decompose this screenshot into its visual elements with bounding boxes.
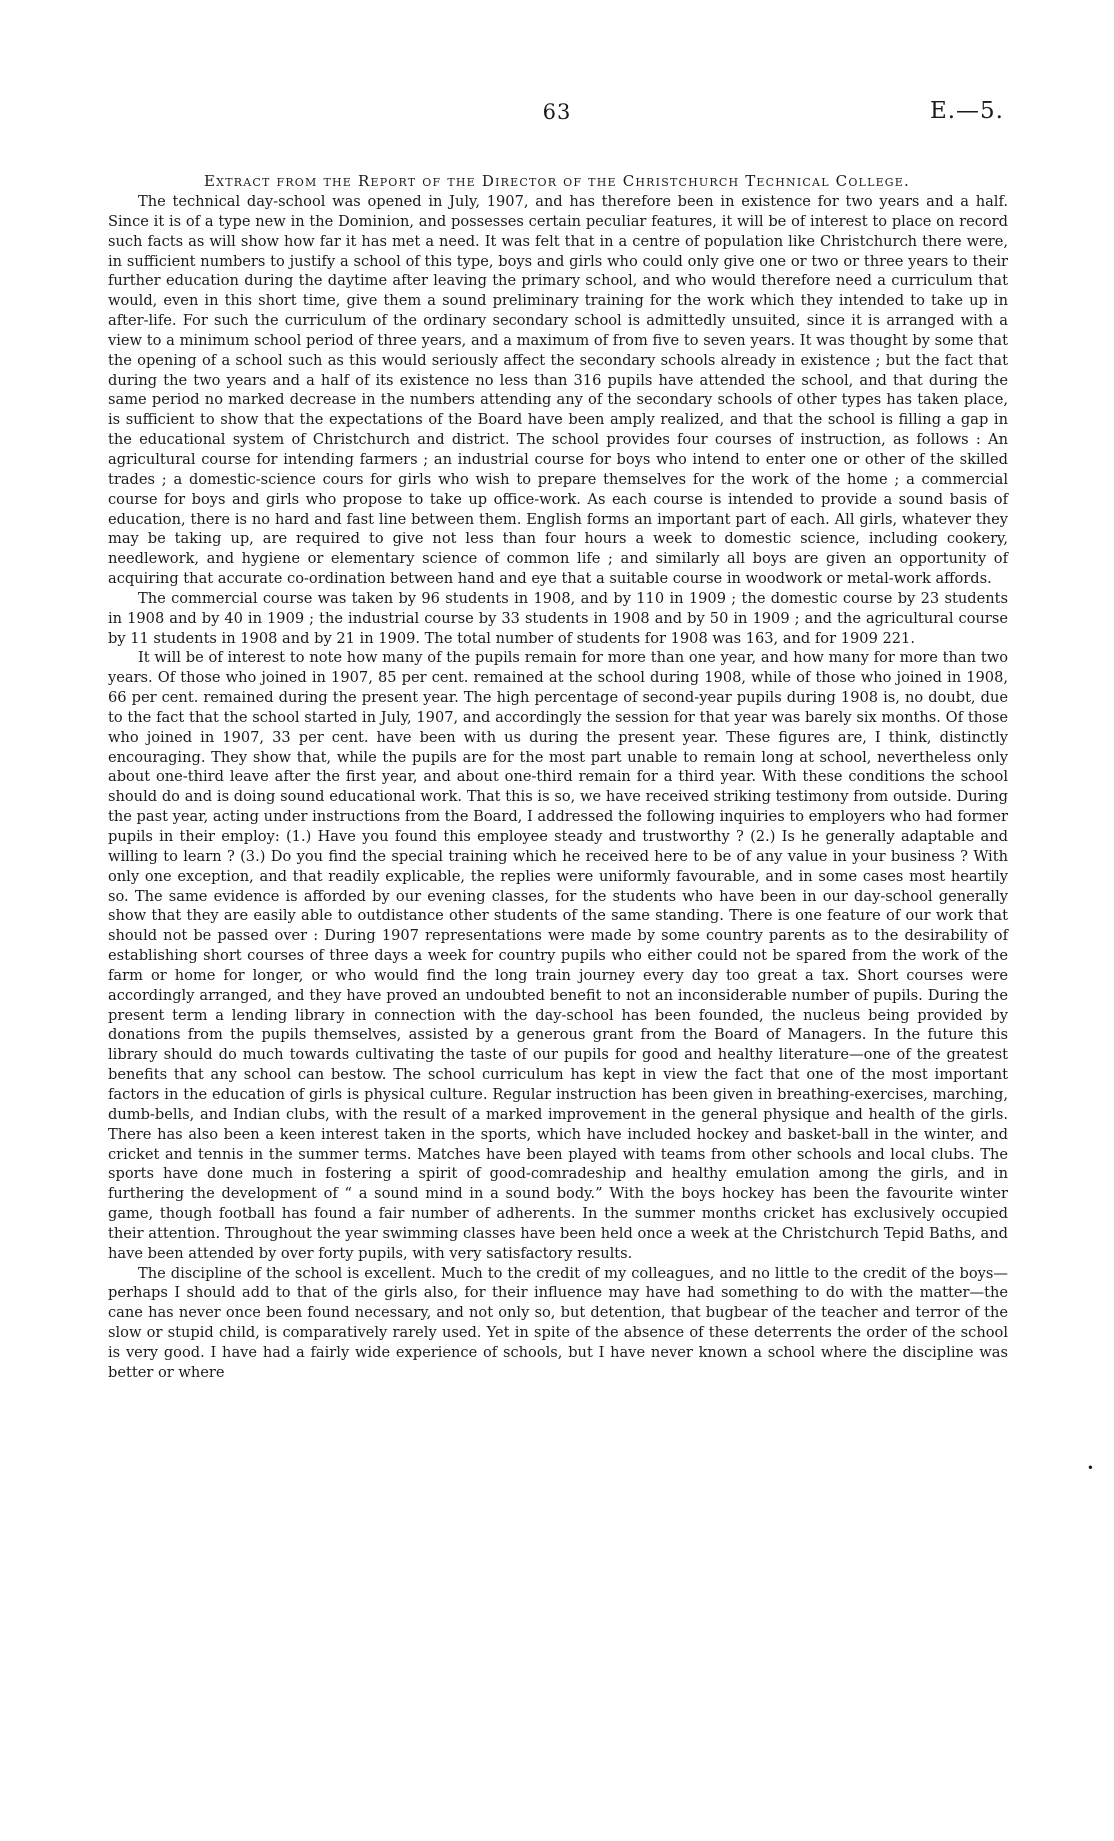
report-body [108, 192, 1008, 1383]
paragraph-day-school: The technical day-school was opened in July, 1907, and has therefore been in existence for two years and a half. Since it is of a type new in the Dominion, and possesses certain peculiar features, it will be of interest to place on record such facts as will show how far it has met a need. It was felt that in a centre of population like Christchurch there were, in sufficient numbers to justify a school of this type, boys and girls who could only give one or two or three years to their further education during the daytime after leaving the primary school, and who would therefore need a curriculum that would, even in this short time, give them a sound preliminary training for the work which they intended to take up in after-life. For such the curriculum of the ordinary secondary school is admittedly unsuited, since it is arranged with a view to a minimum school period of three years, and a maximum of from five to seven years. It was thought by some that the opening of a school such as this would seriously affect the secondary schools already in existence ; but the fact that during the two years and a half of its existence no less than 316 pupils have attended the school, and that during the same period no marked decrease in the numbers attending any of the secondary schools of other types has taken place, is sufficient to show that the expectations of the Board have been amply realized, and that the school is filling a gap in the educational system of Christchurch and district. The school provides four courses of instruction, as follows : An agricultural course for intending farmers ; an industrial course for boys who intend to enter one or other of the skilled trades ; a domestic-science cours for girls who wish to prepare themselves for the work of the home ; a commercial course for boys and girls who propose to take up office-work. As each course is intended to provide a sound basis of education, there is no hard and fast line between them. English forms an important part of each. All girls, whatever they may be taking up, are required to give not less than four hours a week to domestic science, including cookery, needlework, and hygiene or elementary science of common life ; and similarly all boys are given an opportunity of acquiring that accurate co-ordination between hand and eye that a suitable course in woodwork or metal-work affords. [108, 193, 1008, 588]
margin-mark: • [1086, 1461, 1094, 1475]
page-number: 63 [542, 100, 572, 124]
paragraph-retention-activities: It will be of interest to note how many of the pupils remain for more than one year, and how many for more than two years. Of those who joined in 1907, 85 per cent. remained at the school during 1908, while of those who joined in 1908, 66 per cent. remained during the present year. The high percentage of second-year pupils during 1908 is, no doubt, due to the fact that the school started in July, 1907, and accordingly the session for that year was barely six months. Of those who joined in 1907, 33 per cent. have been with us during the present year. These figures are, I think, distinctly encouraging. They show that, while the pupils are for the most part unable to remain long at school, nevertheless only about one-third leave after the first year, and about one-third remain for a third year. With these conditions the school should do and is doing sound educational work. That this is so, we have received striking testimony from outside. During the past year, acting under instructions from the Board, I addressed the following inquiries to employers who had former pupils in their employ: (1.) Have you found this employee steady and trustworthy ? (2.) Is he generally adaptable and willing to learn ? (3.) Do you find the special training which he received here to be of any value in your business ? With only one exception, and that readily explicable, the replies were uniformly favourable, and in some cases most heartily so. The same evidence is afforded by our evening classes, for the students who have been in our day-school generally show that they are easily able to outdistance other students of the same standing. There is one feature of our work that should not be passed over : During 1907 representations were made by some country parents as to the desirability of establishing short courses of three days a week for country pupils who either could not be spared from the work of the farm or home for longer, or who would find the long train journey every day too great a tax. Short courses were accordingly arranged, and they have proved an undoubted benefit to not an inconsiderable number of pupils. During the present term a lending library in connection with the day-school has been founded, the nucleus being provided by donations from the pupils themselves, assisted by a generous grant from the Board of Managers. In the future this library should do much towards cultivating the taste of our pupils for good and healthy literature—one of the greatest benefits that any school can bestow. The school curriculum has kept in view the fact that one of the most important factors in the education of girls is physical culture. Regular instruction has been given in breathing-exercises, marching, dumb-bells, and Indian clubs, with the result of a marked improvement in the general physique and health of the girls. There has also been a keen interest taken in the sports, which have included hockey and basket-ball in the winter, and cricket and tennis in the summer terms. Matches have been played with teams from other schools and local clubs. The sports have done much in fostering a spirit of good-comradeship and healthy emulation among the girls, and in furthering the development of “ a sound mind in a sound body.” With the boys hockey has been the favourite winter game, though football has found a fair number of adherents. In the summer months cricket has exclusively occupied their attention. Throughout the year swimming classes have been held once a week at the Christchurch Tepid Baths, and have been attended by over forty pupils, with very satisfactory results. [108, 649, 1008, 1262]
section-heading: Extract from the Report of the Director of the Christchurch Technical College. [204, 172, 910, 190]
document-reference: E.—5. [929, 98, 1004, 124]
paragraph-discipline: The discipline of the school is excellent. Much to the credit of my colleagues, and no little to the credit of the boys—perhaps I should add to that of the girls also, for their influence may have had something to do with the matter—the cane has never once been found necessary, and not only so, but detention, that bugbear of the teacher and terror of the slow or stupid child, is comparatively rarely used. Yet in spite of the absence of these deterrents the order of the school is very good. I have had a fairly wide experience of schools, but I have never known a school where the discipline was better or where [108, 1264, 1008, 1381]
paragraph-course-enrolment: The commercial course was taken by 96 students in 1908, and by 110 in 1909 ; the domestic course by 23 students in 1908 and by 40 in 1909 ; the industrial course by 33 students in 1908 and by 50 in 1909 ; and the agricultural course by 11 students in 1908 and by 21 in 1909. The total number of students for 1908 was 163, and for 1909 221. [108, 589, 1008, 647]
